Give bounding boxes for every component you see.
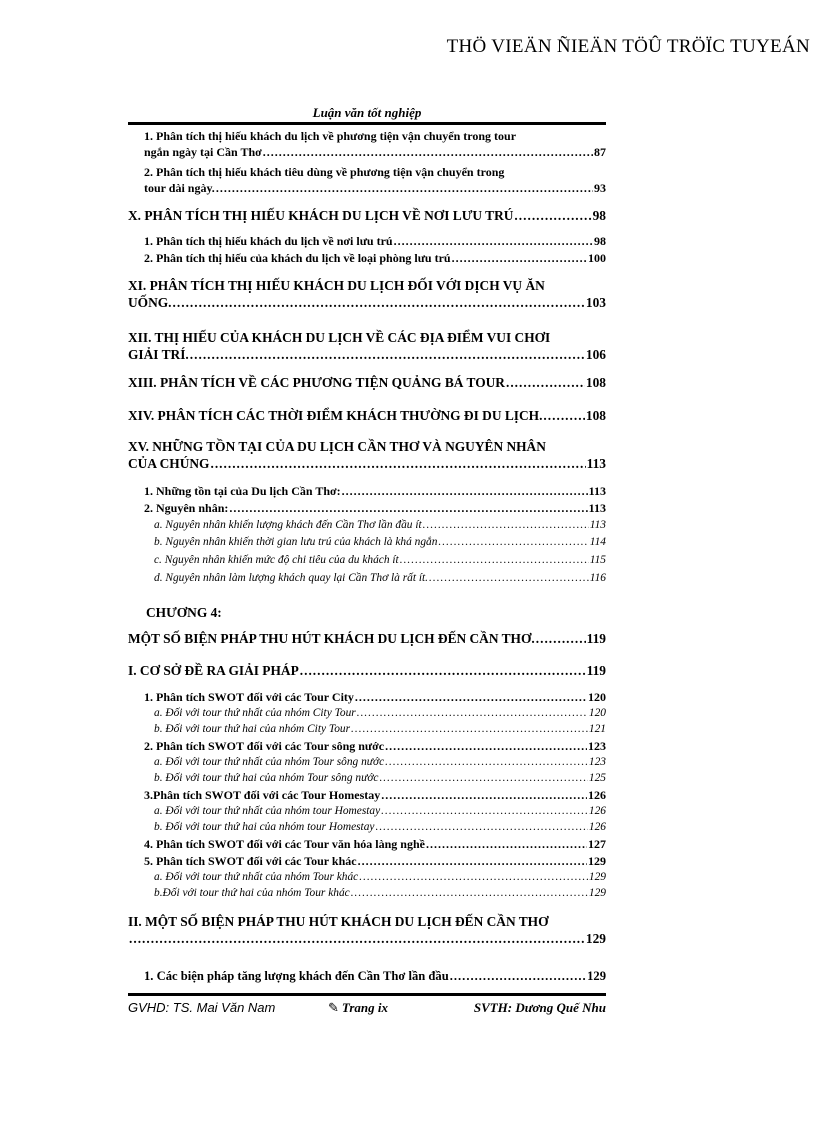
toc-entry-page: 98: [594, 234, 606, 248]
toc-entry-title: tour dài ngày.: [144, 181, 215, 195]
toc-entry-title: 2. Phân tích thị hiếu của khách du lịch về loại phòng lưu trú: [144, 251, 451, 265]
toc-entry[interactable]: [128, 571, 606, 585]
pencil-icon: ✎: [328, 1000, 339, 1015]
footer-page-label: Trang ix: [341, 1000, 389, 1015]
toc-entry[interactable]: [128, 164, 606, 196]
toc-entry-title: MỘT SỐ BIỆN PHÁP THU HÚT KHÁCH DU LỊCH ĐẾN CẦN THƠ.: [128, 631, 535, 646]
toc-entry-title: XIV. PHÂN TÍCH CÁC THỜI ĐIỂM KHÁCH THƯỜNG ĐI DU LỊCH.: [128, 408, 543, 423]
site-header: THÖ VIEÄN ÑIEÄN TÖÛ TRÖÏC TUYEÁN: [446, 36, 810, 57]
toc-entry[interactable]: [128, 250, 606, 266]
toc-entry-page: 108: [585, 375, 606, 390]
footer-advisor: GVHD: TS. Mai Văn Nam: [128, 1000, 276, 1015]
toc-entry-page: 129: [588, 854, 606, 868]
header-rule: [128, 122, 606, 125]
toc-entry[interactable]: [128, 483, 606, 499]
toc-entry[interactable]: [128, 820, 606, 834]
toc-entry-title: X. PHÂN TÍCH THỊ HIẾU KHÁCH DU LỊCH VỀ NƠI LƯU TRÚ: [128, 208, 514, 223]
toc-entry-title: b. Nguyên nhân khiến thời gian lưu trú của khách là khá ngắn: [154, 536, 438, 548]
chapter-title: CHƯƠNG 4:: [146, 605, 222, 620]
toc-entry[interactable]: [128, 630, 606, 647]
page-footer: [128, 1000, 606, 1020]
toc-entry-page: 93: [594, 181, 606, 195]
toc-entry-page: 127: [588, 837, 606, 851]
toc-entry[interactable]: [128, 722, 606, 736]
toc-entry[interactable]: [128, 233, 606, 249]
toc-entry[interactable]: [128, 968, 606, 984]
toc-entry-title: CỦA CHÚNG: [128, 456, 210, 471]
toc-entry-title: b. Đối với tour thứ hai của nhóm Tour sông nước: [154, 772, 379, 784]
toc-entry[interactable]: [128, 804, 606, 818]
toc-entry-title: a. Đối với tour thứ nhất của nhóm City Tour: [154, 707, 356, 719]
toc-entry-page: 129: [588, 887, 606, 899]
toc-entry[interactable]: [128, 787, 606, 803]
toc-entry[interactable]: [128, 438, 606, 472]
toc-entry-title: 1. Phân tích SWOT đối với các Tour City: [144, 690, 354, 704]
toc-entry-title: XII. THỊ HIẾU CỦA KHÁCH DU LỊCH VỀ CÁC ĐỊA ĐIỂM VUI CHƠI: [128, 330, 551, 345]
toc-entry-title: b. Đối với tour thứ hai của nhóm City Tour: [154, 723, 351, 735]
toc-entry-title: a. Nguyên nhân khiến lượng khách đến Cần Thơ lần đầu ít: [154, 519, 422, 531]
toc-entry-page: 126: [588, 788, 606, 802]
toc-entry-title: 1. Những tồn tại của Du lịch Cần Thơ:: [144, 484, 341, 498]
toc-entry-page: 120: [588, 707, 606, 719]
chapter-heading: [128, 605, 606, 621]
toc-entry[interactable]: [128, 518, 606, 532]
toc-entry-title: XV. NHỮNG TỒN TẠI CỦA DU LỊCH CẦN THƠ VÀ NGUYÊN NHÂN: [128, 439, 546, 454]
toc-entry[interactable]: [128, 689, 606, 705]
toc-entry-title: I. CƠ SỞ ĐỀ RA GIẢI PHÁP: [128, 663, 299, 678]
toc-entry-page: 113: [588, 484, 606, 498]
toc-entry-page: 126: [588, 805, 606, 817]
toc-entry-title: 1. Phân tích thị hiếu khách du lịch về nơi lưu trú: [144, 234, 393, 248]
toc-entry-title: 2. Phân tích thị hiếu khách tiêu dùng về phương tiện vận chuyển trong: [144, 165, 505, 179]
toc-entry-page: 121: [588, 723, 606, 735]
toc-entry-title: GIẢI TRÍ.: [128, 347, 189, 362]
toc-entry[interactable]: [128, 207, 606, 224]
toc-entry[interactable]: [128, 738, 606, 754]
toc-entry-title: a. Đối với tour thứ nhất của nhóm tour Homestay: [154, 805, 381, 817]
toc-entry-page: 87: [594, 145, 606, 159]
toc-entry-page: 119: [586, 663, 606, 678]
toc-entry-page: 125: [588, 772, 606, 784]
toc-entry-page: 113: [588, 501, 606, 515]
toc-entry-page: 103: [585, 295, 606, 310]
toc-entry-title: 5. Phân tích SWOT đối với các Tour khác: [144, 854, 357, 868]
toc-entry-title: d. Nguyên nhân làm lượng khách quay lại Cần Thơ là rất ít.: [154, 572, 429, 584]
toc-entry-page: 106: [585, 347, 606, 362]
toc-entry-title: 2. Nguyên nhân:: [144, 501, 229, 515]
toc-entry[interactable]: [128, 535, 606, 549]
toc-entry-title: XIII. PHÂN TÍCH VỀ CÁC PHƯƠNG TIỆN QUẢNG BÁ TOUR: [128, 375, 505, 390]
document-header: Luận văn tốt nghiệp: [312, 105, 422, 120]
toc-entry-title: b.Đối với tour thứ hai của nhóm Tour khác: [154, 887, 350, 899]
toc-entry-title: 1. Các biện pháp tăng lượng khách đến Cần Thơ lần đầu: [144, 969, 449, 983]
toc-entry-page: 120: [588, 690, 606, 704]
toc-entry[interactable]: [128, 374, 606, 391]
toc-entry-title: 4. Phân tích SWOT đối với các Tour văn hóa làng nghề: [144, 837, 425, 851]
toc-entry-page: 129: [585, 931, 606, 946]
toc-entry[interactable]: [128, 771, 606, 785]
toc-entry-page: 113: [589, 519, 606, 531]
toc-entry-title: 1. Phân tích thị hiếu khách du lịch về phương tiện vận chuyển trong tour: [144, 129, 517, 143]
toc-entry-page: 126: [588, 821, 606, 833]
toc-entry[interactable]: [128, 870, 606, 884]
toc-entry-title: 2. Phân tích SWOT đối với các Tour sông nước: [144, 739, 385, 753]
toc-entry-title: UỐNG.: [128, 295, 172, 310]
toc-entry[interactable]: [128, 836, 606, 852]
toc-entry-page: 129: [588, 871, 606, 883]
toc-entry[interactable]: [128, 407, 606, 424]
toc-entry[interactable]: [128, 329, 606, 363]
toc-entry-page: 116: [589, 572, 606, 584]
toc-entry-page: 119: [586, 631, 606, 646]
toc-entry-title: II. MỘT SỐ BIỆN PHÁP THU HÚT KHÁCH DU LỊCH ĐẾN CẦN THƠ: [128, 914, 549, 929]
toc-entry-title: c. Nguyên nhân khiến mức độ chi tiêu của du khách ít: [154, 554, 399, 566]
toc-entry-title: a. Đối với tour thứ nhất của nhóm Tour sông nước: [154, 756, 385, 768]
toc-entry[interactable]: [128, 500, 606, 516]
toc-entry[interactable]: [128, 662, 606, 679]
toc-entry-title: b. Đối với tour thứ hai của nhóm tour Homestay: [154, 821, 375, 833]
toc-entry-page: 108: [585, 408, 606, 423]
toc-entry-page: 114: [589, 536, 606, 548]
toc-entry[interactable]: [128, 853, 606, 869]
footer-rule: [128, 993, 606, 996]
toc-entry[interactable]: [128, 553, 606, 567]
toc-entry-page: 113: [586, 456, 606, 471]
toc-entry[interactable]: [128, 755, 606, 769]
toc-entry[interactable]: [128, 128, 606, 160]
toc-entry[interactable]: [128, 277, 606, 311]
toc-entry-page: 129: [587, 969, 606, 983]
toc-entry[interactable]: [128, 886, 606, 900]
toc-entry[interactable]: [128, 913, 606, 947]
toc-entry[interactable]: [128, 706, 606, 720]
toc-entry-title: ngắn ngày tại Cần Thơ: [144, 145, 262, 159]
toc-entry-title: a. Đối với tour thứ nhất của nhóm Tour khác: [154, 871, 359, 883]
toc-entry-page: 123: [588, 739, 606, 753]
toc-entry-page: 98: [592, 208, 606, 223]
toc-entry-page: 115: [589, 554, 606, 566]
toc-entry-page: 123: [588, 756, 606, 768]
toc-entry-title: 3.Phân tích SWOT đối với các Tour Homestay: [144, 788, 381, 802]
toc-entry-title: XI. PHÂN TÍCH THỊ HIẾU KHÁCH DU LỊCH ĐỐI VỚI DỊCH VỤ ĂN: [128, 278, 545, 293]
footer-student: SVTH: Dương Quế Nhu: [473, 1000, 606, 1015]
footer-page-label-wrap: [328, 1000, 388, 1016]
toc-entry-page: 100: [588, 251, 606, 265]
